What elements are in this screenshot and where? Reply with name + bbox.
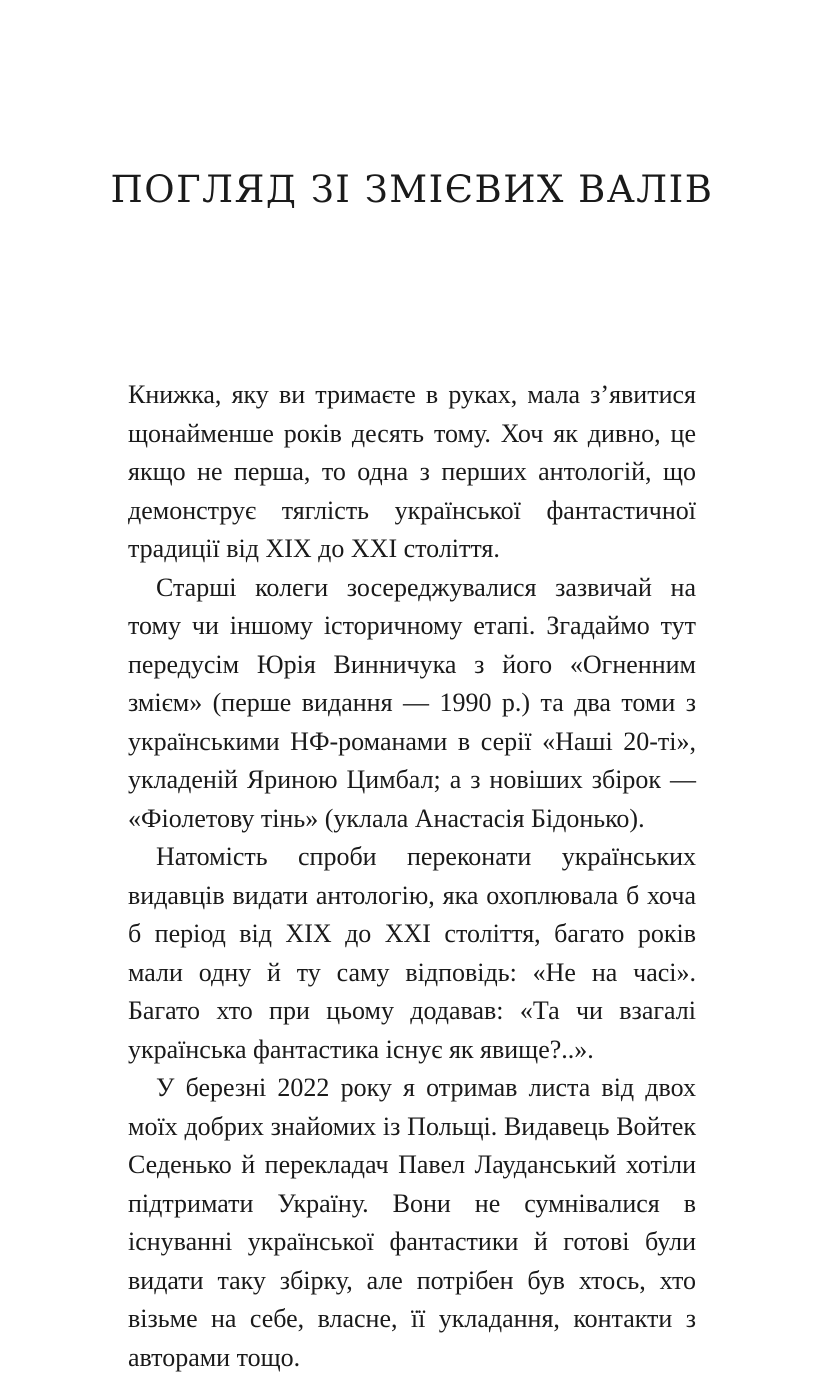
paragraph-4: У березні 2022 року я отримав листа від двох моїх добрих знайомих із Польщі. Видавець Войтек Седенько й перекладач Павел Лауданський хотіли підтримати Україну. Вони не сумнівалися в існуванні української фантастики й готові були видати таку збірку, але потрібен був хтось, хто візьме на себе, власне, її укладання, контакти з авторами тощо. bbox=[128, 1073, 696, 1372]
chapter-title: ПОГЛЯД ЗІ ЗМІЄВИХ ВАЛІВ bbox=[110, 168, 714, 211]
paragraph-2: Старші колеги зосереджувалися зазвичай на тому чи іншому історичному етапі. Згадаймо тут передусім Юрія Винничука з його «Огненним змієм» (перше видання — 1990 р.) та два томи з українськими НФ-романами в серії «Наші 20-ті», укладеній Яриною Цимбал; а з новіших збірок — «Фіолетову тінь» (уклала Анастасія Бідонько). bbox=[128, 572, 696, 833]
paragraph-1: Книжка, яку ви тримаєте в руках, мала з’явитися щонайменше років десять тому. Хоч як дивно, це якщо не перша, то одна з перших антологій, що демонструє тяглість української фантастичної традиції від XIX до XXI століття. bbox=[128, 380, 696, 563]
chapter-body bbox=[128, 376, 696, 1377]
paragraph-3: Натомість спроби переконати українських видавців видати антологію, яка охоплювала б хоча б період від XIX до XXI століття, багато років мали одну й ту саму відповідь: «Не на часі». Багато хто при цьому додавав: «Та чи взагалі українська фантастика існує як явище?..». bbox=[128, 842, 696, 1064]
